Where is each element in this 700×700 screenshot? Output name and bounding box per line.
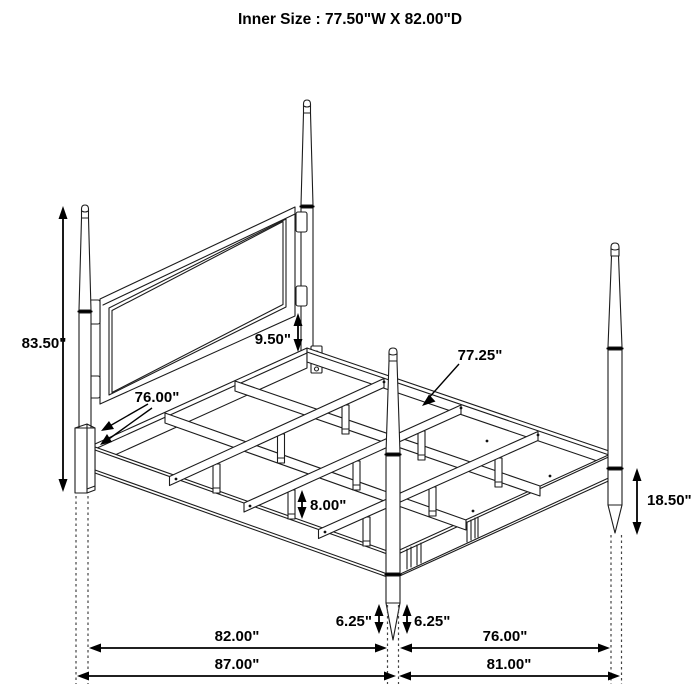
dim-post-lower-section [633,468,692,535]
svg-text:77.25": 77.25" [457,347,503,364]
headboard-post-left [75,205,95,493]
dim-foot-taper-left [336,604,384,634]
panel-tab [296,286,307,306]
leg [495,458,502,487]
dim-inner-depth [89,628,387,653]
leg [213,464,220,493]
footboard-post-center [386,348,401,640]
dim-foot-taper-right [403,604,451,634]
svg-text:81.00": 81.00" [486,656,532,673]
diagram-title: Inner Size : 77.50"W X 82.00"D [237,11,463,28]
dim-overall-width [399,656,620,681]
near-side-rail [95,447,393,579]
svg-text:76.00": 76.00" [482,628,528,645]
svg-text:9.50": 9.50" [254,331,291,348]
svg-text:83.50": 83.50" [21,335,67,352]
svg-text:87.00": 87.00" [214,656,260,673]
leg [429,487,436,516]
dim-overall-height [22,206,68,492]
panel-tab [296,212,307,232]
dim-leg-height [298,490,347,519]
leg [342,405,349,434]
leg [288,490,295,519]
leg [353,461,360,490]
svg-text:6.25": 6.25" [335,613,372,630]
leg [278,434,285,463]
bed-drawing [75,100,623,640]
leg [418,431,425,460]
dim-inner-width [400,628,610,653]
svg-text:76.00": 76.00" [134,389,180,406]
svg-text:6.25": 6.25" [414,613,451,630]
footboard-post-right [608,243,623,533]
svg-text:82.00": 82.00" [214,628,260,645]
post-foot-taper [608,505,622,533]
svg-text:8.00": 8.00" [310,497,347,514]
dim-overall-depth [77,656,396,681]
leg [363,517,370,546]
svg-text:18.50": 18.50" [647,492,692,509]
